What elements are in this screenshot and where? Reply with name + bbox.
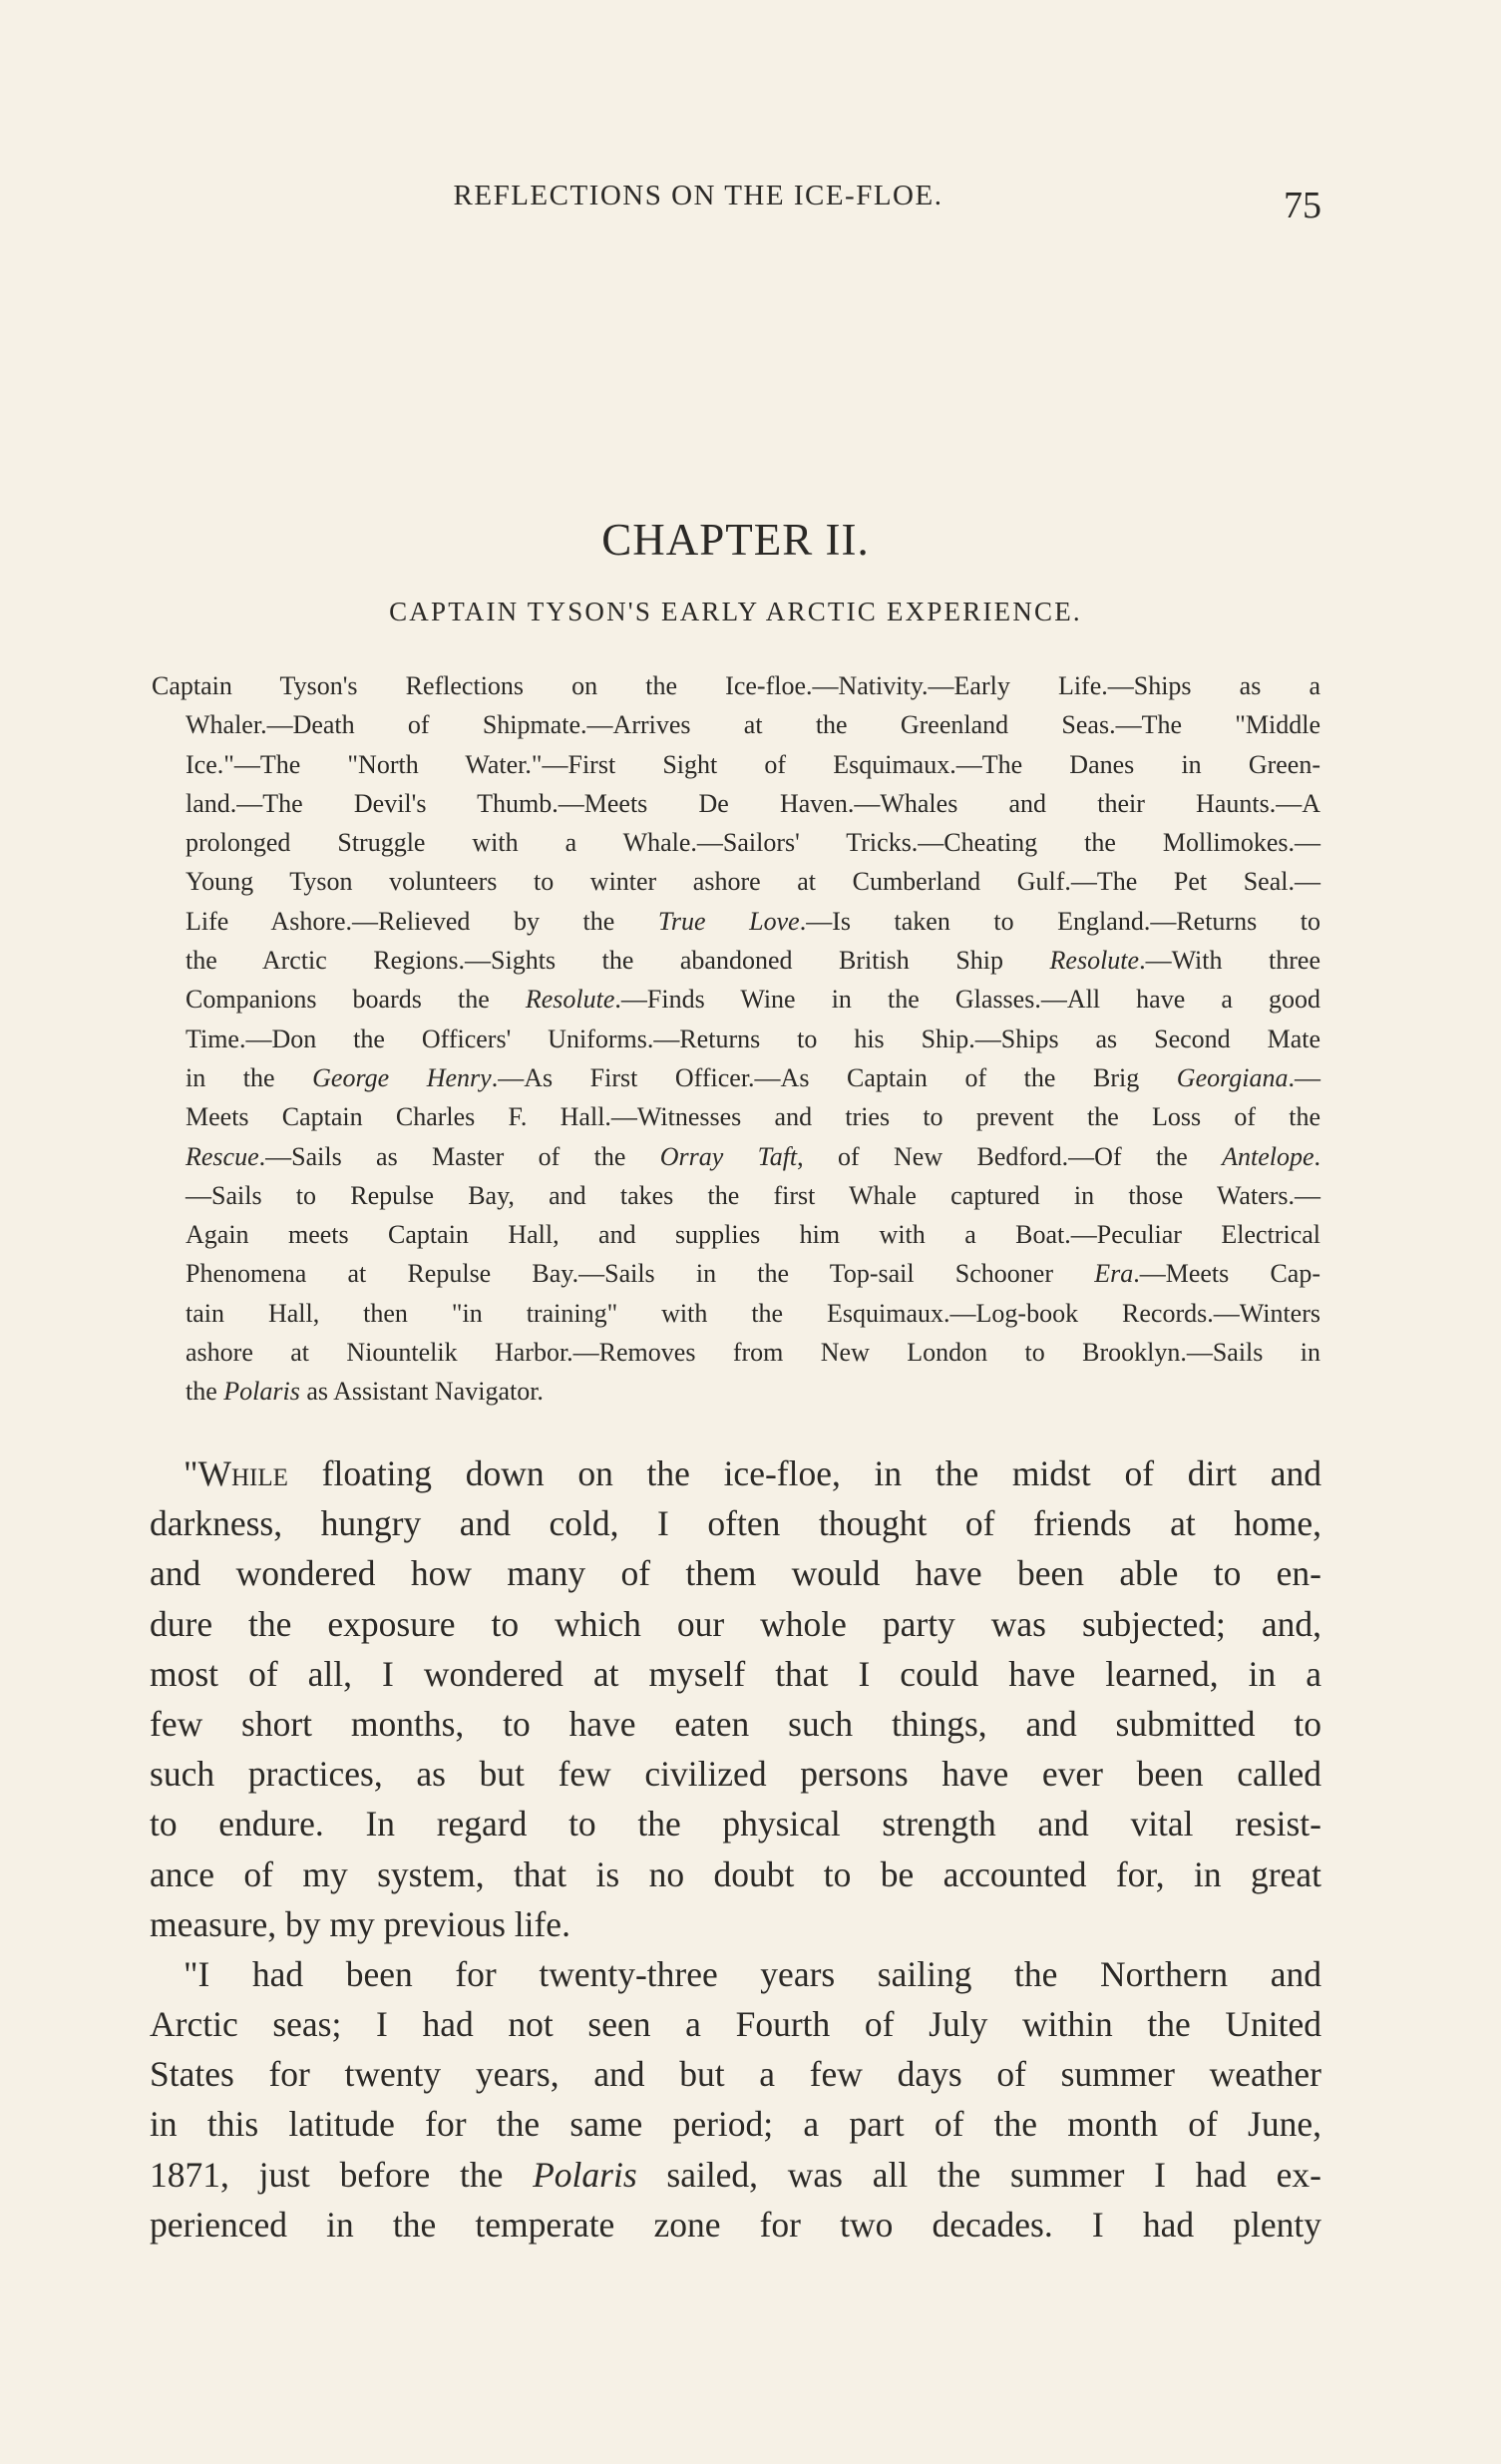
- body-text: [150, 1448, 1321, 2250]
- synopsis-line: Meets Captain Charles F. Hall.—Witnesses and tries to prevent the Loss of the: [186, 1102, 1320, 1132]
- synopsis-line: prolonged Struggle with a Whale.—Sailors' Tricks.—Cheating the Mollimokes.—: [186, 828, 1320, 858]
- synopsis-line: Life Ashore.—Relieved by the True Love.—Is taken to England.—Returns to: [186, 906, 1320, 936]
- body-line: Arctic seas; I had not seen a Fourth of July within the United: [150, 2004, 1321, 2045]
- body-line: 1871, just before the Polaris sailed, was all the summer I had ex-: [150, 2154, 1321, 2195]
- synopsis-line: Phenomena at Repulse Bay.—Sails in the Top-sail Schooner Era.—Meets Cap-: [186, 1259, 1320, 1289]
- synopsis-line: Companions boards the Resolute.—Finds Wine in the Glasses.—All have a good: [186, 985, 1320, 1015]
- synopsis-line: tain Hall, then "in training" with the Esquimaux.—Log-book Records.—Winters: [186, 1298, 1320, 1328]
- body-line: perienced in the temperate zone for two decades. I had plenty: [150, 2204, 1321, 2245]
- body-line: measure, by my previous life.: [150, 1903, 570, 1944]
- body-line: "While floating down on the ice-floe, in the midst of dirt and: [184, 1453, 1321, 1493]
- chapter-heading: CHAPTER II.: [601, 515, 870, 565]
- chapter-subtitle: CAPTAIN TYSON'S EARLY ARCTIC EXPERIENCE.: [389, 597, 1082, 626]
- synopsis-line: Rescue.—Sails as Master of the Orray Taft, of New Bedford.—Of the Antelope.: [186, 1141, 1321, 1171]
- body-line: to endure. In regard to the physical strength and vital resist-: [150, 1804, 1321, 1845]
- synopsis-line: Time.—Don the Officers' Uniforms.—Returns to his Ship.—Ships as Second Mate: [186, 1024, 1320, 1053]
- body-line: in this latitude for the same period; a part of the month of June,: [150, 2104, 1321, 2145]
- synopsis-line: Again meets Captain Hall, and supplies him with a Boat.—Peculiar Electrical: [186, 1220, 1320, 1250]
- synopsis-line: Whaler.—Death of Shipmate.—Arrives at the Greenland Seas.—The "Middle: [186, 710, 1320, 740]
- synopsis-line: Ice."—The "North Water."—First Sight of Esquimaux.—The Danes in Green-: [186, 749, 1320, 779]
- body-line: and wondered how many of them would have been able to en-: [150, 1553, 1321, 1594]
- chapter-synopsis: [152, 666, 1320, 1412]
- synopsis-line: the Arctic Regions.—Sights the abandoned British Ship Resolute.—With three: [186, 946, 1320, 976]
- page-number: 75: [1284, 185, 1321, 226]
- body-line: most of all, I wondered at myself that I could have learned, in a: [150, 1653, 1321, 1694]
- body-line: darkness, hungry and cold, I often thought of friends at home,: [150, 1503, 1321, 1544]
- synopsis-line: Captain Tyson's Reflections on the Ice-floe.—Nativity.—Early Life.—Ships as a: [152, 671, 1320, 700]
- synopsis-line: the Polaris as Assistant Navigator.: [186, 1377, 544, 1407]
- body-line: "I had been for twenty-three years sailing the Northern and: [184, 1953, 1321, 1994]
- synopsis-line: —Sails to Repulse Bay, and takes the first Whale captured in those Waters.—: [186, 1180, 1320, 1210]
- running-head: [150, 180, 1321, 229]
- running-title: REFLECTIONS ON THE ICE-FLOE.: [453, 180, 943, 211]
- synopsis-line: ashore at Niountelik Harbor.—Removes from New London to Brooklyn.—Sails in: [186, 1338, 1320, 1368]
- synopsis-line: land.—The Devil's Thumb.—Meets De Haven.—Whales and their Haunts.—A: [186, 788, 1320, 818]
- synopsis-line: in the George Henry.—As First Officer.—As Captain of the Brig Georgiana.—: [186, 1062, 1320, 1092]
- body-line: such practices, as but few civilized persons have ever been called: [150, 1754, 1321, 1795]
- synopsis-line: Young Tyson volunteers to winter ashore at Cumberland Gulf.—The Pet Seal.—: [186, 867, 1320, 897]
- body-line: States for twenty years, and but a few days of summer weather: [150, 2054, 1321, 2095]
- body-line: ance of my system, that is no doubt to be accounted for, in great: [150, 1853, 1321, 1894]
- body-line: dure the exposure to which our whole party was subjected; and,: [150, 1603, 1321, 1644]
- body-line: few short months, to have eaten such things, and submitted to: [150, 1703, 1321, 1744]
